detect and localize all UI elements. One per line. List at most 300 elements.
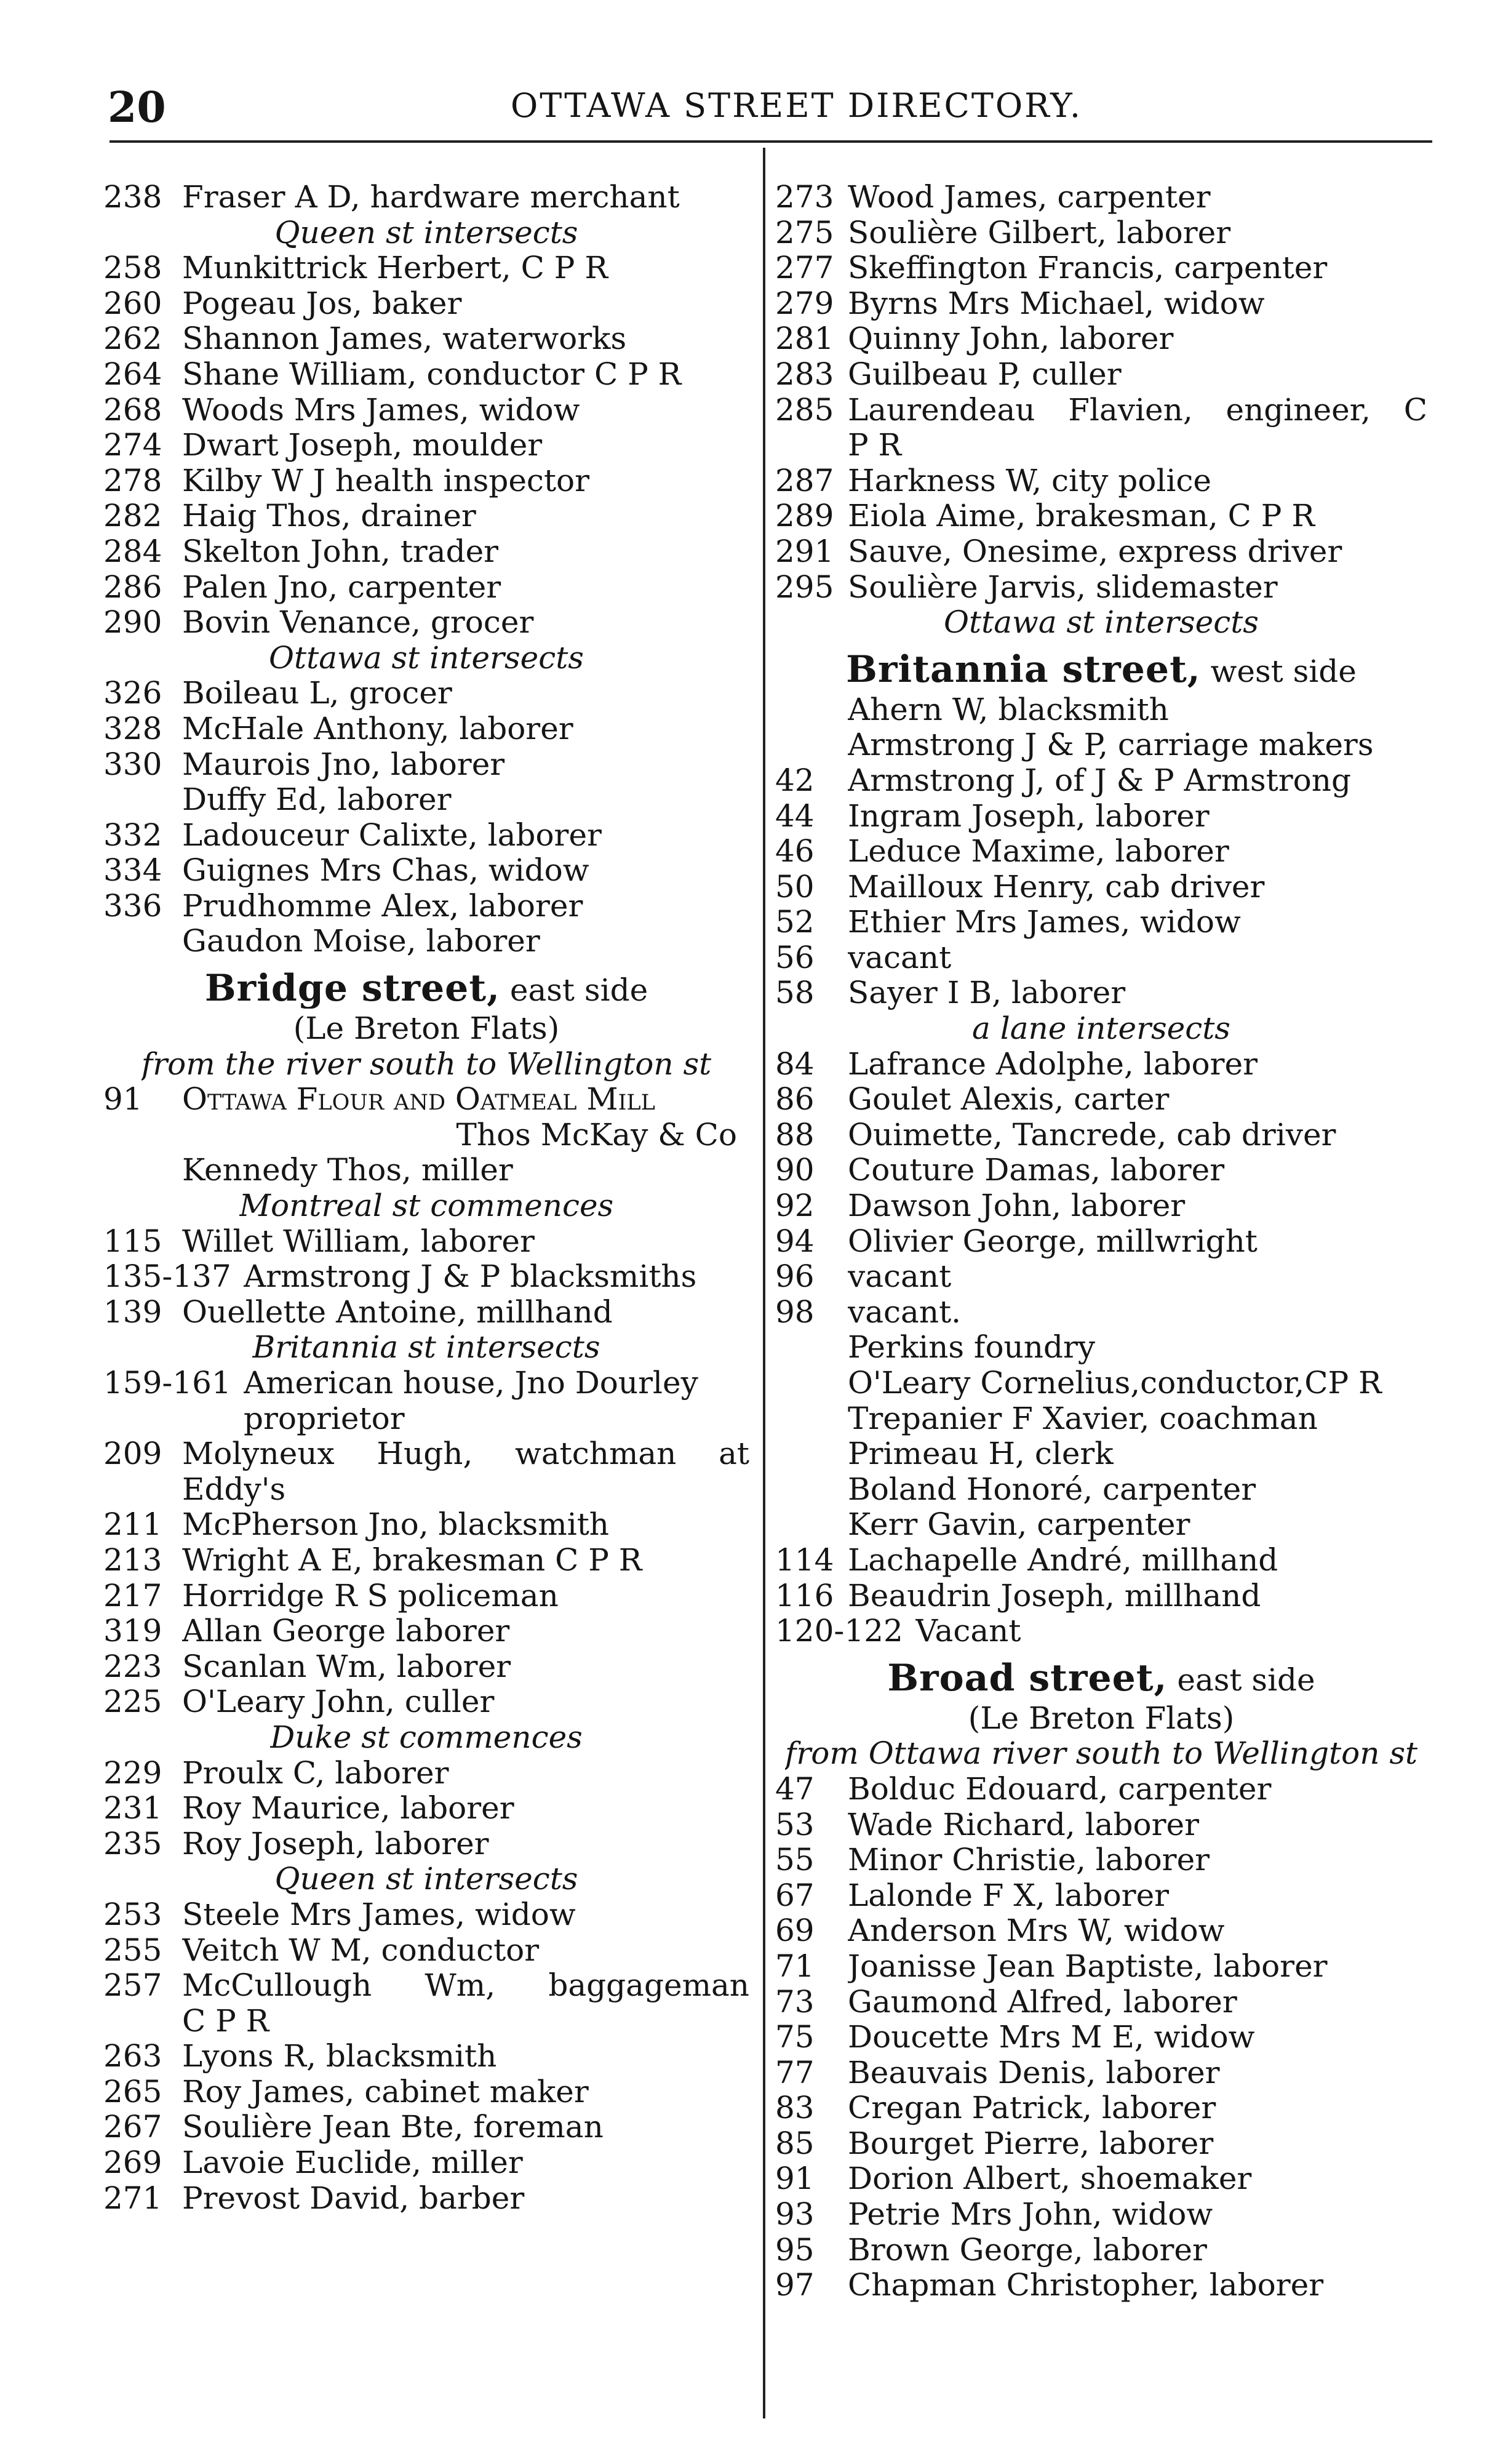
directory-entry [103, 1366, 749, 1401]
resident-text: Bolduc Edouard, carpenter [848, 1771, 1272, 1807]
house-number [775, 1330, 848, 1366]
intersection-note [103, 1330, 749, 1366]
resident-text: Guignes Mrs Chas, widow [182, 853, 589, 889]
resident-text: Haig Thos, drainer [182, 498, 476, 534]
house-number: 268 [103, 391, 162, 428]
directory-entry [775, 870, 1427, 905]
house-number: 92 [775, 1188, 815, 1224]
house-number: 159-161 [103, 1365, 231, 1401]
resident-text: Laurendeau Flavien, engineer, C [848, 392, 1427, 428]
house-number: 88 [775, 1116, 815, 1153]
resident-text: Willet William, laborer [182, 1223, 535, 1259]
house-number: 290 [103, 604, 162, 641]
directory-entry [103, 1649, 749, 1685]
directory-entry [103, 1153, 749, 1188]
house-number: 269 [103, 2145, 162, 2181]
resident-text: Kennedy Thos, miller [182, 1153, 513, 1188]
house-number: 225 [103, 1684, 162, 1720]
house-number: 229 [103, 1754, 162, 1791]
house-number: 258 [103, 250, 162, 286]
directory-entry [775, 1985, 1427, 2020]
house-number: 211 [103, 1506, 162, 1543]
resident-text: Chapman Christopher, laborer [848, 2268, 1324, 2303]
house-number: 278 [103, 462, 162, 498]
directory-entry [103, 818, 749, 854]
directory-entry [103, 2074, 749, 2110]
directory-entry [775, 428, 1427, 463]
resident-text: Primeau H, clerk [848, 1436, 1114, 1472]
directory-entry [103, 393, 749, 428]
resident-text: Vacant [915, 1614, 1021, 1649]
resident-text: Eddy's [182, 1471, 286, 1507]
resident-text: Beauvais Denis, laborer [848, 2055, 1220, 2090]
resident-text: Armstrong J & P blacksmiths [244, 1259, 697, 1295]
intersection-text: from Ottawa river south to Wellington st [784, 1736, 1418, 1772]
house-number: 42 [775, 762, 815, 798]
directory-entry [103, 1968, 749, 2004]
resident-text: Sayer I B, laborer [848, 975, 1126, 1011]
directory-entry [103, 2181, 749, 2217]
house-number: 116 [775, 1577, 834, 1614]
resident-text: Wright A E, brakesman C P R [182, 1542, 642, 1578]
directory-entry [775, 940, 1427, 976]
house-number: 44 [775, 798, 815, 834]
directory-entry [103, 2004, 749, 2039]
house-number: 223 [103, 1648, 162, 1684]
resident-text: Skeffington Francis, carpenter [848, 250, 1328, 286]
directory-entry [103, 1578, 749, 1614]
house-number: 291 [775, 533, 834, 569]
directory-entry [775, 1614, 1427, 1649]
locality-note [103, 1011, 749, 1047]
house-number: 284 [103, 533, 162, 569]
resident-text: Soulière Jean Bte, foreman [182, 2110, 604, 2145]
house-number [775, 692, 848, 728]
intersection-note [103, 1188, 749, 1224]
directory-entry [775, 286, 1427, 322]
house-number: 235 [103, 1825, 162, 1862]
house-number: 86 [775, 1081, 815, 1118]
house-number: 52 [775, 904, 815, 940]
directory-entry [775, 2126, 1427, 2162]
house-number: 231 [103, 1790, 162, 1826]
intersection-text: Britannia st intersects [252, 1330, 600, 1366]
directory-entry [775, 463, 1427, 499]
resident-text: Soulière Jarvis, slidemaster [848, 569, 1278, 605]
resident-text: Ottawa Flour and Oatmeal Mill [182, 1082, 655, 1118]
directory-entry [775, 393, 1427, 428]
house-number: 283 [775, 356, 834, 392]
intersection-note [103, 215, 749, 251]
directory-entry [775, 1543, 1427, 1578]
resident-text: Proulx C, laborer [182, 1755, 449, 1791]
directory-entry [775, 2161, 1427, 2197]
house-number: 47 [775, 1770, 815, 1807]
house-number: 262 [103, 321, 162, 357]
resident-text: Bovin Venance, grocer [182, 605, 534, 641]
directory-entry [775, 534, 1427, 570]
intersection-text: Duke st commences [270, 1719, 583, 1755]
house-number: 91 [775, 2161, 815, 2197]
directory-entry [103, 711, 749, 747]
resident-text: Prevost David, barber [182, 2180, 525, 2216]
directory-entry [775, 2090, 1427, 2126]
house-number: 94 [775, 1223, 815, 1259]
resident-text: Shane William, conductor C P R [182, 356, 682, 392]
house-number: 213 [103, 1542, 162, 1578]
house-number: 279 [775, 285, 834, 321]
street-heading [775, 641, 1427, 692]
directory-entry [775, 250, 1427, 286]
resident-text: Sauve, Onesime, express driver [848, 534, 1342, 569]
directory-entry [103, 1259, 749, 1295]
directory-entry [103, 428, 749, 463]
house-number: 71 [775, 1948, 815, 1984]
resident-text: Byrns Mrs Michael, widow [848, 286, 1265, 321]
house-number: 282 [103, 498, 162, 534]
house-number: 328 [103, 710, 162, 746]
street-name: Broad street, [887, 1661, 1168, 1698]
house-number: 77 [775, 2054, 815, 2090]
house-number [775, 1472, 848, 1508]
directory-entry [775, 799, 1427, 834]
directory-entry [103, 782, 749, 818]
directory-entry [775, 1578, 1427, 1614]
house-number: 336 [103, 887, 162, 924]
house-number: 281 [775, 321, 834, 357]
resident-text: McCullough Wm, baggageman [182, 1968, 749, 2004]
resident-text: Ethier Mrs James, widow [848, 905, 1241, 940]
locality-text: (Le Breton Flats) [968, 1700, 1235, 1736]
locality-text: (Le Breton Flats) [293, 1011, 560, 1047]
house-number: 114 [775, 1542, 834, 1578]
house-number: 265 [103, 2073, 162, 2110]
directory-entry [103, 498, 749, 534]
directory-entry [775, 215, 1427, 251]
resident-text: Allan George laborer [182, 1614, 510, 1649]
directory-entry [103, 1436, 749, 1472]
resident-text: Molyneux Hugh, watchman at [182, 1436, 749, 1472]
intersection-note [103, 1720, 749, 1756]
directory-column-left [103, 180, 749, 2216]
resident-text: Couture Damas, laborer [848, 1153, 1225, 1188]
directory-entry [775, 2020, 1427, 2055]
directory-entry [103, 286, 749, 322]
resident-text: Beaudrin Joseph, millhand [848, 1578, 1261, 1614]
resident-text: Lafrance Adolphe, laborer [848, 1046, 1258, 1082]
house-number: 69 [775, 1913, 815, 1949]
directory-entry [775, 1472, 1427, 1508]
house-number: 55 [775, 1842, 815, 1878]
resident-text: Brown George, laborer [848, 2232, 1207, 2268]
directory-entry [103, 534, 749, 570]
house-number: 287 [775, 462, 834, 498]
directory-entry [103, 1543, 749, 1578]
directory-entry [103, 1507, 749, 1543]
directory-entry [775, 2233, 1427, 2268]
house-number [103, 1401, 244, 1437]
resident-text: Armstrong J & P, carriage makers [848, 727, 1374, 763]
street-heading-text [887, 1661, 1315, 1698]
directory-entry [775, 1878, 1427, 1914]
directory-entry [775, 1047, 1427, 1082]
house-number [775, 1436, 848, 1472]
directory-entry [775, 498, 1427, 534]
house-number: 277 [775, 250, 834, 286]
resident-text: Soulière Gilbert, laborer [848, 215, 1231, 250]
directory-entry [103, 1224, 749, 1260]
resident-text: Perkins foundry [848, 1330, 1096, 1366]
house-number [103, 2004, 182, 2039]
resident-text: Kilby W J health inspector [182, 463, 590, 498]
resident-text: Leduce Maxime, laborer [848, 834, 1229, 870]
resident-text: Fraser A D, hardware merchant [182, 180, 680, 215]
resident-text: Roy Joseph, laborer [182, 1826, 489, 1862]
resident-text: Gaudon Moise, laborer [182, 924, 540, 959]
resident-text: Skelton John, trader [182, 534, 499, 569]
directory-entry [103, 924, 749, 959]
house-number: 91 [103, 1081, 143, 1118]
directory-entry [103, 321, 749, 357]
directory-entry [775, 321, 1427, 357]
directory-entry [775, 2197, 1427, 2233]
intersection-text: Montreal st commences [239, 1188, 614, 1224]
resident-text: American house, Jno Dourley [244, 1366, 698, 1401]
resident-text: Guilbeau P, culler [848, 356, 1122, 392]
directory-entry [103, 1082, 749, 1118]
directory-entry [103, 676, 749, 711]
directory-entry [775, 570, 1427, 606]
locality-note [775, 1701, 1427, 1737]
intersection-note [775, 1011, 1427, 1047]
directory-entry [775, 905, 1427, 940]
intersection-text: Queen st intersects [274, 215, 578, 250]
directory-entry [775, 2055, 1427, 2091]
resident-text: McPherson Jno, blacksmith [182, 1507, 609, 1543]
directory-entry [775, 1949, 1427, 1985]
house-number: 238 [103, 179, 162, 215]
resident-text: Goulet Alexis, carter [848, 1082, 1170, 1118]
resident-text: Wood James, carpenter [848, 180, 1211, 215]
directory-entry [103, 853, 749, 889]
house-number: 46 [775, 833, 815, 870]
resident-text: Ahern W, blacksmith [848, 692, 1169, 727]
directory-entry [775, 975, 1427, 1011]
house-number: 209 [103, 1436, 162, 1472]
directory-entry [775, 2268, 1427, 2303]
house-number: 120-122 [775, 1613, 903, 1649]
resident-text: Eiola Aime, brakesman, C P R [848, 498, 1315, 534]
house-number: 264 [103, 356, 162, 392]
directory-entry [775, 1259, 1427, 1295]
directory-entry [775, 1153, 1427, 1188]
house-number: 289 [775, 498, 834, 534]
resident-text: Prudhomme Alex, laborer [182, 888, 583, 924]
directory-entry [103, 1791, 749, 1826]
house-number: 319 [103, 1613, 162, 1649]
intersection-note [775, 1736, 1427, 1772]
intersection-note [103, 1047, 749, 1082]
directory-entry [103, 2110, 749, 2145]
page-number: 20 [108, 83, 166, 132]
house-number [103, 1153, 182, 1188]
house-number: 98 [775, 1294, 815, 1330]
directory-entry [775, 1366, 1427, 1401]
resident-text: Ouimette, Tancrede, cab driver [848, 1117, 1336, 1153]
directory-entry [775, 1807, 1427, 1843]
house-number: 50 [775, 868, 815, 905]
directory-entry [775, 357, 1427, 393]
resident-text: Ladouceur Calixte, laborer [182, 817, 602, 853]
house-number: 263 [103, 2038, 162, 2074]
directory-entry [103, 250, 749, 286]
intersection-text: Ottawa st intersects [269, 640, 584, 676]
resident-text: Steele Mrs James, widow [182, 1897, 576, 1932]
resident-text: Bourget Pierre, laborer [848, 2126, 1214, 2161]
resident-text: Joanisse Jean Baptiste, laborer [848, 1948, 1328, 1984]
resident-text: proprietor [244, 1401, 405, 1436]
resident-text: Palen Jno, carpenter [182, 569, 501, 605]
resident-text: Anderson Mrs W, widow [848, 1913, 1225, 1949]
resident-text: Thos McKay & Co [456, 1117, 737, 1153]
house-number: 115 [103, 1223, 162, 1259]
house-number: 295 [775, 569, 834, 605]
house-number: 253 [103, 1896, 162, 1932]
directory-entry [775, 727, 1427, 763]
directory-entry [103, 1756, 749, 1791]
directory-entry [103, 357, 749, 393]
intersection-note [775, 605, 1427, 641]
house-number [775, 1401, 848, 1437]
house-number: 255 [103, 1932, 162, 1968]
resident-text: Roy Maurice, laborer [182, 1791, 514, 1826]
resident-text: Mailloux Henry, cab driver [848, 869, 1265, 905]
house-number [103, 1118, 182, 1153]
resident-text: Dorion Albert, shoemaker [848, 2161, 1252, 2197]
resident-text: P R [848, 428, 902, 463]
resident-text: Ouellette Antoine, millhand [182, 1294, 613, 1330]
house-number [103, 782, 182, 818]
directory-entry [103, 570, 749, 606]
directory-entry [103, 747, 749, 783]
resident-text: Armstrong J, of J & P Armstrong [848, 762, 1351, 798]
street-name: Bridge street, [204, 971, 500, 1009]
resident-text: Munkittrick Herbert, C P R [182, 250, 608, 286]
house-number: 260 [103, 285, 162, 321]
resident-text: Pogeau Jos, baker [182, 286, 462, 321]
page-title: OTTAWA STREET DIRECTORY. [511, 86, 1082, 125]
street-heading-text [846, 652, 1357, 690]
directory-entry [103, 889, 749, 924]
resident-text: Olivier George, millwright [848, 1223, 1258, 1259]
directory-entry [103, 1897, 749, 1933]
resident-text: Woods Mrs James, widow [182, 392, 580, 428]
house-number: 96 [775, 1258, 815, 1295]
directory-entry [103, 1933, 749, 1969]
street-side: east side [1177, 1662, 1315, 1698]
resident-text: Minor Christie, laborer [848, 1842, 1210, 1878]
resident-text: Lavoie Euclide, miller [182, 2145, 523, 2181]
directory-entry [775, 1913, 1427, 1949]
directory-entry [775, 1224, 1427, 1260]
house-number: 332 [103, 817, 162, 853]
resident-text: vacant. [848, 1294, 962, 1330]
house-number [103, 924, 182, 959]
house-number: 139 [103, 1294, 162, 1330]
intersection-text: a lane intersects [972, 1011, 1230, 1047]
house-number: 273 [775, 179, 834, 215]
resident-text: Boileau L, grocer [182, 676, 452, 711]
house-number: 53 [775, 1806, 815, 1842]
directory-entry [103, 1295, 749, 1330]
house-number: 326 [103, 675, 162, 711]
directory-entry [103, 1118, 749, 1153]
house-number: 90 [775, 1152, 815, 1188]
street-heading [103, 959, 749, 1011]
resident-text: Quinny John, laborer [848, 321, 1174, 357]
resident-text: Harkness W, city police [848, 463, 1211, 498]
house-number: 83 [775, 2090, 815, 2126]
directory-entry [775, 180, 1427, 215]
directory-entry [775, 1401, 1427, 1437]
resident-text: Petrie Mrs John, widow [848, 2197, 1213, 2233]
resident-text: vacant [848, 1259, 952, 1295]
resident-text: Scanlan Wm, laborer [182, 1649, 511, 1684]
directory-entry [103, 2145, 749, 2181]
directory-entry [103, 1472, 749, 1508]
house-number: 97 [775, 2267, 815, 2303]
resident-text: Veitch W M, conductor [182, 1932, 540, 1968]
house-number: 330 [103, 746, 162, 782]
directory-entry [775, 1295, 1427, 1330]
house-number: 334 [103, 852, 162, 889]
house-number: 271 [103, 2180, 162, 2216]
house-number: 95 [775, 2231, 815, 2268]
house-number: 285 [775, 391, 834, 428]
house-number: 85 [775, 2125, 815, 2161]
resident-text: Doucette Mrs M E, widow [848, 2020, 1255, 2055]
resident-text: Maurois Jno, laborer [182, 746, 505, 782]
intersection-note [103, 1862, 749, 1897]
house-number: 257 [103, 1967, 162, 2004]
directory-entry [103, 1401, 749, 1437]
directory-entry [103, 2039, 749, 2074]
directory-entry [103, 1826, 749, 1862]
house-number: 286 [103, 569, 162, 605]
street-heading [775, 1649, 1427, 1701]
directory-entry [775, 1330, 1427, 1366]
resident-text: Lachapelle André, millhand [848, 1542, 1278, 1578]
directory-entry [775, 1842, 1427, 1878]
directory-entry [103, 1684, 749, 1720]
resident-text: Ingram Joseph, laborer [848, 798, 1210, 834]
resident-text: Gaumond Alfred, laborer [848, 1984, 1237, 2020]
header-rule [110, 140, 1432, 143]
intersection-text: from the river south to Wellington st [141, 1046, 712, 1082]
directory-entry [775, 1507, 1427, 1543]
house-number: 75 [775, 2019, 815, 2055]
directory-entry [103, 605, 749, 641]
resident-text: vacant [848, 940, 952, 975]
house-number: 217 [103, 1577, 162, 1614]
resident-text: Boland Honoré, carpenter [848, 1471, 1256, 1507]
resident-text: Lalonde F X, laborer [848, 1878, 1170, 1913]
house-number: 275 [775, 214, 834, 250]
resident-text: Dawson John, laborer [848, 1188, 1186, 1224]
directory-entry [775, 834, 1427, 870]
house-number: 274 [103, 427, 162, 463]
house-number: 73 [775, 1983, 815, 2020]
